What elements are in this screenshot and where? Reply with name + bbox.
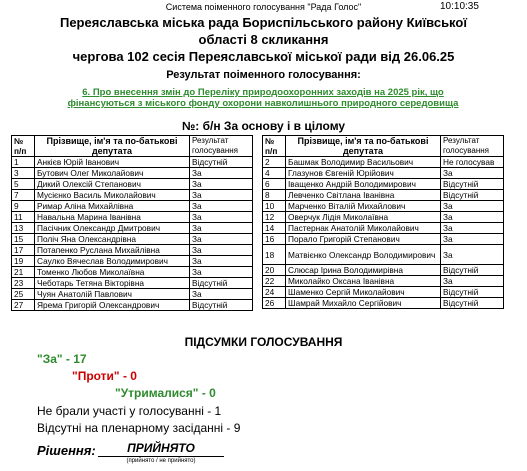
- vote-result: Відсутній: [441, 298, 504, 309]
- vote-subtitle: №: б/н За основу і в цілому: [181, 119, 346, 133]
- row-number: 4: [263, 168, 286, 179]
- row-number: 19: [12, 256, 35, 267]
- title-line-3: чергова 102 сесія Переяславської міської ради від 26.06.25: [72, 49, 455, 64]
- deputy-name: Ярема Григорій Олександрович: [35, 300, 190, 311]
- deputy-name: Дикий Олексій Степанович: [35, 179, 190, 190]
- deputy-name: Шамрай Михайло Сергійович: [286, 298, 441, 309]
- deputy-name: Бутович Олег Миколайович: [35, 168, 190, 179]
- timestamp: 10:10:35: [440, 1, 479, 12]
- row-number: 25: [12, 289, 35, 300]
- deputy-name: Анкієв Юрій Іванович: [35, 157, 190, 168]
- deputy-name: Чеботарь Тетяна Вікторівна: [35, 278, 190, 289]
- vote-result: Відсутній: [441, 190, 504, 201]
- vote-result: За: [190, 289, 253, 300]
- deputy-name: Матвієнко Олександр Володимирович: [286, 245, 441, 265]
- vote-result: Відсутній: [190, 300, 253, 311]
- table-row: [263, 245, 504, 265]
- table-row: [263, 201, 504, 212]
- vote-result: За: [190, 256, 253, 267]
- vote-result: За: [190, 212, 253, 223]
- table-row: [12, 289, 253, 300]
- table-row: [263, 157, 504, 168]
- table-row: [12, 168, 253, 179]
- vote-result: За: [441, 212, 504, 223]
- table-row: [263, 179, 504, 190]
- vote-result: За: [190, 267, 253, 278]
- vote-result: Не голосував: [441, 157, 504, 168]
- row-number: 9: [12, 201, 35, 212]
- vote-result: За: [190, 234, 253, 245]
- vote-result: Відсутній: [441, 179, 504, 190]
- table-row: [12, 223, 253, 234]
- table-row: [263, 265, 504, 276]
- row-number: 12: [263, 212, 286, 223]
- table-row: [263, 190, 504, 201]
- decision-hint: (прийнято / не прийнято): [126, 458, 196, 464]
- row-number: 15: [12, 234, 35, 245]
- agenda-item: [30, 87, 496, 109]
- table-row: [12, 300, 253, 311]
- table-row: [12, 245, 253, 256]
- votes-for-count: "За" - 17: [37, 352, 87, 366]
- table-row: [263, 234, 504, 245]
- deputy-name: Марченко Віталій Михайлович: [286, 201, 441, 212]
- votes-abstain-count: "Утрималися" - 0: [115, 386, 216, 400]
- deputy-name: Саулко Вячеслав Володимирович: [35, 256, 190, 267]
- vote-result: Відсутній: [190, 278, 253, 289]
- row-number: 26: [263, 298, 286, 309]
- row-number: 5: [12, 179, 35, 190]
- system-name: Система поіменного голосування "Рада Голос": [165, 2, 362, 12]
- row-number: 14: [263, 223, 286, 234]
- vote-result: За: [190, 179, 253, 190]
- row-number: 27: [12, 300, 35, 311]
- decision-label: Рішення:: [37, 443, 96, 458]
- vote-result: Відсутній: [190, 157, 253, 168]
- votes-table-right: [262, 135, 504, 309]
- votes-against-count: "Проти" - 0: [72, 369, 137, 383]
- col-result-header: Результат голосування: [441, 136, 504, 157]
- row-number: 13: [12, 223, 35, 234]
- row-number: 8: [263, 190, 286, 201]
- deputy-name: Мусієнко Василь Миколайович: [35, 190, 190, 201]
- deputy-name: Миколайко Оксана Іванівна: [286, 276, 441, 287]
- row-number: 21: [12, 267, 35, 278]
- votes-table-left-body: [12, 157, 253, 311]
- col-name-header: Прізвище, ім'я та по-батькові депутата: [286, 136, 441, 157]
- table-row: [263, 212, 504, 223]
- vote-result: За: [190, 201, 253, 212]
- vote-result: За: [441, 168, 504, 179]
- row-number: 17: [12, 245, 35, 256]
- row-number: 22: [263, 276, 286, 287]
- row-number: 10: [263, 201, 286, 212]
- decision-underline: [98, 456, 224, 457]
- agenda-line-1: 6. Про внесення змін до Переліку природоохоронних заходів на 2025 рік, що: [82, 87, 444, 98]
- results-title: Результат поіменного голосування:: [166, 69, 361, 81]
- deputy-name: Оверчук Лідія Миколаївна: [286, 212, 441, 223]
- deputy-name: Римар Аліна Михайлівна: [35, 201, 190, 212]
- deputy-name: Пасічник Олександр Дмитрович: [35, 223, 190, 234]
- vote-result: За: [190, 190, 253, 201]
- deputy-name: Левченко Світлана Іванівна: [286, 190, 441, 201]
- table-row: [12, 212, 253, 223]
- vote-result: За: [441, 276, 504, 287]
- deputy-name: Навальна Марина Іванівна: [35, 212, 190, 223]
- col-num-header: № п/п: [263, 136, 286, 157]
- table-row: [12, 256, 253, 267]
- deputy-name: Пастернак Анатолій Миколайович: [286, 223, 441, 234]
- row-number: 20: [263, 265, 286, 276]
- table-row: [12, 267, 253, 278]
- not-participated-count: Не брали участі у голосуванні - 1: [37, 404, 222, 418]
- row-number: 2: [263, 157, 286, 168]
- deputy-name: Шаменко Сергій Миколайович: [286, 287, 441, 298]
- table-row: [12, 179, 253, 190]
- table-row: [263, 168, 504, 179]
- table-row: [263, 287, 504, 298]
- vote-result: За: [441, 245, 504, 265]
- row-number: 24: [263, 287, 286, 298]
- table-row: [263, 276, 504, 287]
- vote-result: За: [190, 223, 253, 234]
- deputy-name: Поліч Яна Олександрівна: [35, 234, 190, 245]
- table-row: [12, 234, 253, 245]
- col-result-header: Результат голосування: [190, 136, 253, 157]
- deputy-name: Чуян Анатолій Павлович: [35, 289, 190, 300]
- vote-result: За: [441, 223, 504, 234]
- vote-result: За: [441, 201, 504, 212]
- vote-result: За: [190, 168, 253, 179]
- table-row: [12, 278, 253, 289]
- absent-count: Відсутні на пленарному засіданні - 9: [37, 421, 241, 435]
- title-line-1: Переяславська міська рада Бориспільського району Київської: [59, 15, 467, 30]
- vote-result: За: [441, 234, 504, 245]
- row-number: 18: [263, 245, 286, 265]
- row-number: 23: [12, 278, 35, 289]
- table-row: [263, 298, 504, 309]
- deputy-name: Іващенко Андрій Володимирович: [286, 179, 441, 190]
- deputy-name: Слюсар Ірина Володимирівна: [286, 265, 441, 276]
- votes-table-left: [11, 135, 253, 311]
- deputy-name: Башмак Володимир Васильович: [286, 157, 441, 168]
- vote-result: Відсутній: [441, 287, 504, 298]
- row-number: 1: [12, 157, 35, 168]
- table-row: [12, 190, 253, 201]
- row-number: 11: [12, 212, 35, 223]
- vote-result: Відсутній: [441, 265, 504, 276]
- vote-result: За: [190, 245, 253, 256]
- deputy-name: Глазунов Євгеній Юрійович: [286, 168, 441, 179]
- row-number: 6: [263, 179, 286, 190]
- title-line-2: області 8 скликання: [198, 32, 329, 47]
- page-title: [4, 14, 523, 65]
- col-name-header: Прізвище, ім'я та по-батькові депутата: [35, 136, 190, 157]
- table-row: [12, 157, 253, 168]
- decision-value: ПРИЙНЯТО: [127, 441, 195, 455]
- table-row: [263, 223, 504, 234]
- agenda-line-2: фінансуються з міського фонду охорони навколишнього природного середовища: [67, 98, 459, 109]
- table-row: [12, 201, 253, 212]
- deputy-name: Порало Григорій Степанович: [286, 234, 441, 245]
- deputy-name: Томенко Любов Миколаївна: [35, 267, 190, 278]
- deputy-name: Потапенко Руслана Михайлівна: [35, 245, 190, 256]
- summary-title: ПІДСУМКИ ГОЛОСУВАННЯ: [184, 335, 343, 349]
- row-number: 16: [263, 234, 286, 245]
- row-number: 7: [12, 190, 35, 201]
- votes-table-right-body: [263, 157, 504, 309]
- col-num-header: № п/п: [12, 136, 35, 157]
- row-number: 3: [12, 168, 35, 179]
